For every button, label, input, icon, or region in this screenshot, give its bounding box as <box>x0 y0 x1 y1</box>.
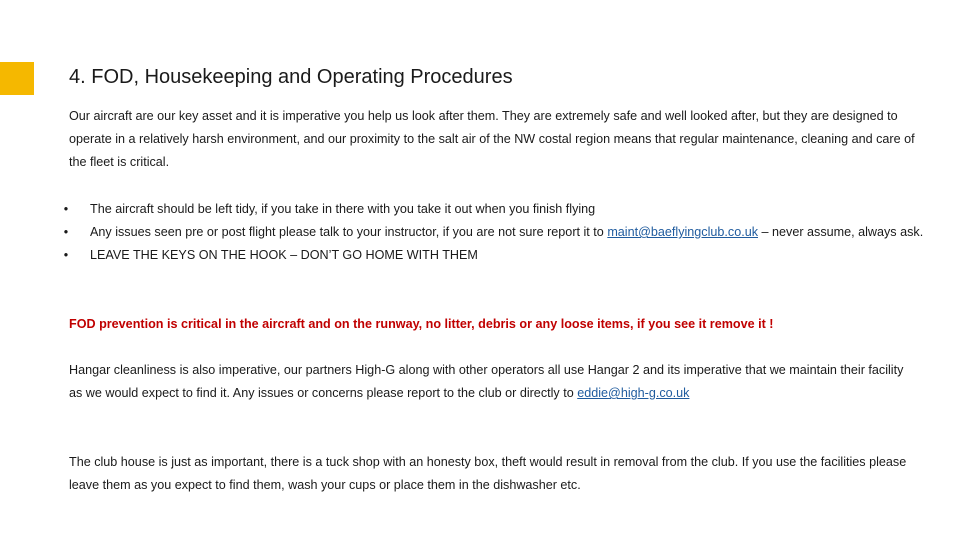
bullet-text-tidy: The aircraft should be left tidy, if you take in there with you take it out when you finish flying <box>90 202 596 216</box>
fod-warning: FOD prevention is critical in the aircraft and on the runway, no litter, debris or any loose items, if you see it remove it ! <box>69 317 774 331</box>
list-item <box>56 221 926 244</box>
list-item <box>56 198 926 221</box>
maint-email-link[interactable]: maint@baeflyingclub.co.uk <box>607 225 759 239</box>
intro-paragraph: Our aircraft are our key asset and it is imperative you help us look after them. They are extremely safe and well looked after, but they are designed to operate in a relatively harsh environment, and our proximity to the salt air of the NW costal region means that regular maintenance, cleaning and care of the fleet is critical. <box>69 109 915 169</box>
bullet-icon: • <box>63 248 69 262</box>
list-item <box>56 244 926 267</box>
hangar-email-link[interactable]: eddie@high-g.co.uk <box>577 386 690 400</box>
bullet-text-issues: Any issues seen pre or post flight please talk to your instructor, if you are not sure report it to <box>90 225 608 239</box>
clubhouse-paragraph: The club house is just as important, there is a tuck shop with an honesty box, theft would result in removal from the club. If you use the facilities please leave them as you expect to find them, wash your cups or place them in the dishwasher etc. <box>69 455 907 492</box>
bullet-text-issues-end: – never assume, always ask. <box>758 225 924 239</box>
slide-title: 4. FOD, Housekeeping and Operating Procedures <box>69 66 513 88</box>
bullet-text-keys: LEAVE THE KEYS ON THE HOOK – DON’T GO HOME WITH THEM <box>90 248 478 262</box>
accent-bar <box>0 62 34 95</box>
bullet-list <box>56 198 926 267</box>
hangar-text: Hangar cleanliness is also imperative, our partners High-G along with other operators all use Hangar 2 and its imperative that we maintain their facility as we would expect to find it. Any issues or concerns please report to the club or directly to <box>69 363 904 400</box>
bullet-icon: • <box>63 225 69 239</box>
hangar-paragraph <box>69 359 919 405</box>
bullet-icon: • <box>63 202 69 216</box>
